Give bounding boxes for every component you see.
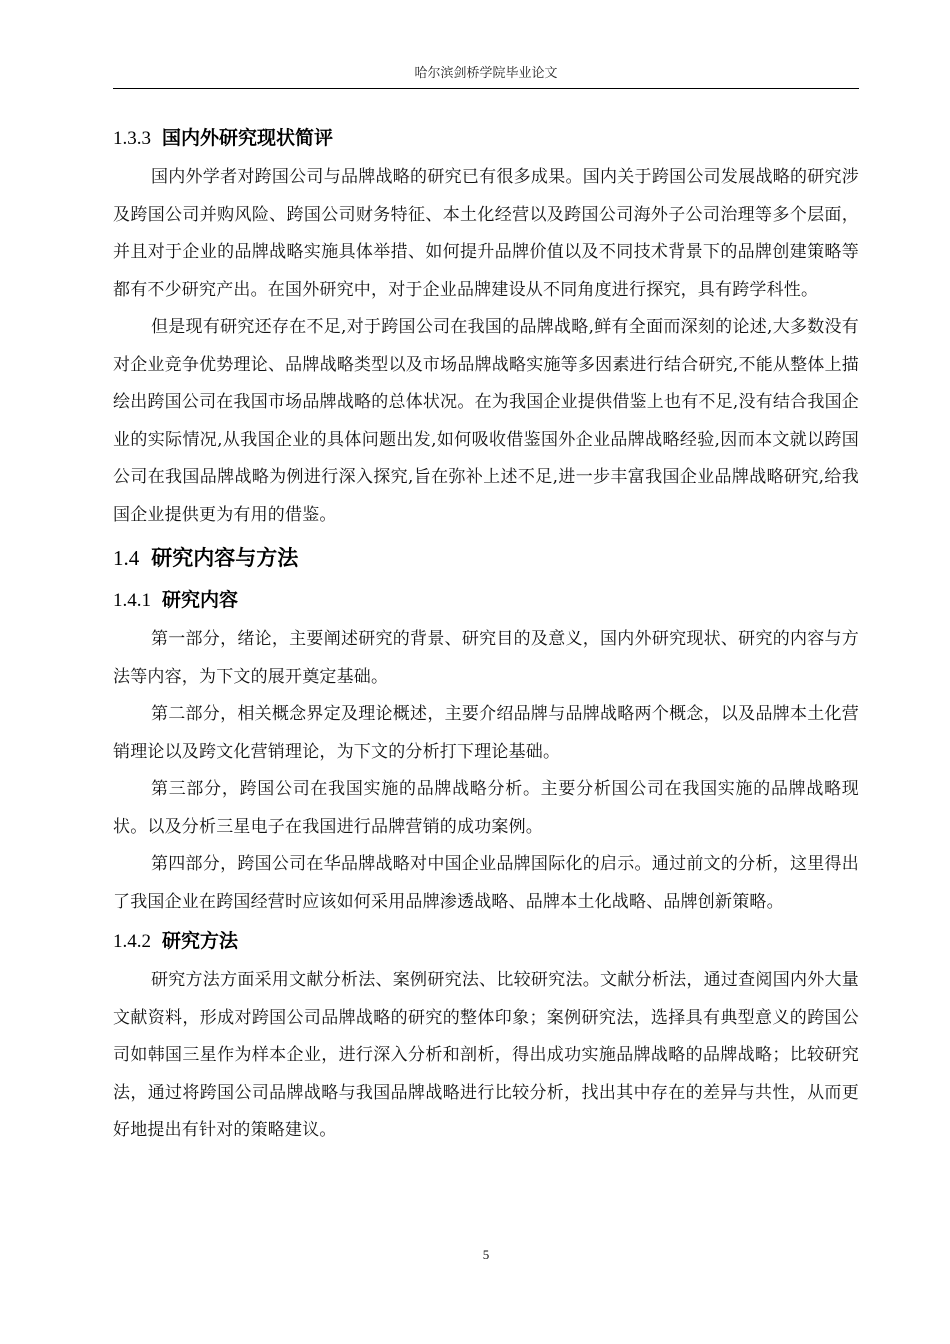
section-number: 1.4 — [113, 546, 140, 570]
section-number: 1.4.2 — [113, 931, 151, 952]
paragraph: 第一部分，绪论，主要阐述研究的背景、研究目的及意义，国内外研究现状、研究的内容与方法等内容，为下文的展开奠定基础。 — [113, 629, 859, 687]
paragraph: 国内外学者对跨国公司与品牌战略的研究已有很多成果。国内关于跨国公司发展战略的研究涉及跨国公司并购风险、跨国公司财务特征、本土化经营以及跨国公司海外子公司治理等多个层面，并且对于企业的品牌战略实施具体举措、如何提升品牌价值以及不同技术背景下的品牌创建策略等都有不少研究产出。在国外研究中，对于企业品牌建设从不同角度进行探究，具有跨学科性。 — [113, 167, 859, 300]
section-title: 研究内容 — [162, 589, 239, 611]
body-content — [113, 118, 859, 1150]
header-rule — [113, 88, 859, 89]
running-header: 哈尔滨剑桥学院毕业论文 — [414, 66, 558, 81]
heading-1-4-2 — [113, 921, 859, 962]
paragraph: 第二部分，相关概念界定及理论概述，主要介绍品牌与品牌战略两个概念，以及品牌本土化营销理论以及跨文化营销理论，为下文的分析打下理论基础。 — [113, 704, 859, 762]
section-title: 研究方法 — [162, 930, 239, 952]
paragraph: 第三部分，跨国公司在我国实施的品牌战略分析。主要分析国公司在我国实施的品牌战略现状。以及分析三星电子在我国进行品牌营销的成功案例。 — [113, 779, 859, 837]
paragraph: 研究方法方面采用文献分析法、案例研究法、比较研究法。文献分析法，通过查阅国内外大量文献资料，形成对跨国公司品牌战略的研究的整体印象；案例研究法，选择具有典型意义的跨国公司如韩国三星作为样本企业，进行深入分析和剖析，得出成功实施品牌战略的品牌战略；比较研究法，通过将跨国公司品牌战略与我国品牌战略进行比较分析，找出其中存在的差异与共性，从而更好地提出有针对的策略建议。 — [113, 970, 859, 1140]
heading-1-4-1 — [113, 580, 859, 621]
paragraph: 但是现有研究还存在不足,对于跨国公司在我国的品牌战略,鲜有全面而深刻的论述,大多数没有对企业竞争优势理论、品牌战略类型以及市场品牌战略实施等多因素进行结合研究,不能从整体上描绘出跨国公司在我国市场品牌战略的总体状况。在为我国企业提供借鉴上也有不足,没有结合我国企业的实际情况,从我国企业的具体问题出发,如何吸收借鉴国外企业品牌战略经验,因而本文就以跨国公司在我国品牌战略为例进行深入探究,旨在弥补上述不足,进一步丰富我国企业品牌战略研究,给我国企业提供更为有用的借鉴。 — [113, 317, 859, 525]
paragraph: 第四部分，跨国公司在华品牌战略对中国企业品牌国际化的启示。通过前文的分析，这里得出了我国企业在跨国经营时应该如何采用品牌渗透战略、品牌本土化战略、品牌创新策略。 — [113, 854, 859, 912]
section-title: 国内外研究现状简评 — [162, 127, 334, 149]
page-number: 5 — [482, 1247, 490, 1262]
section-number: 1.3.3 — [113, 128, 151, 149]
heading-1-3-3 — [113, 118, 859, 159]
section-number: 1.4.1 — [113, 590, 151, 611]
section-title: 研究内容与方法 — [151, 545, 299, 570]
heading-1-4 — [113, 536, 859, 580]
